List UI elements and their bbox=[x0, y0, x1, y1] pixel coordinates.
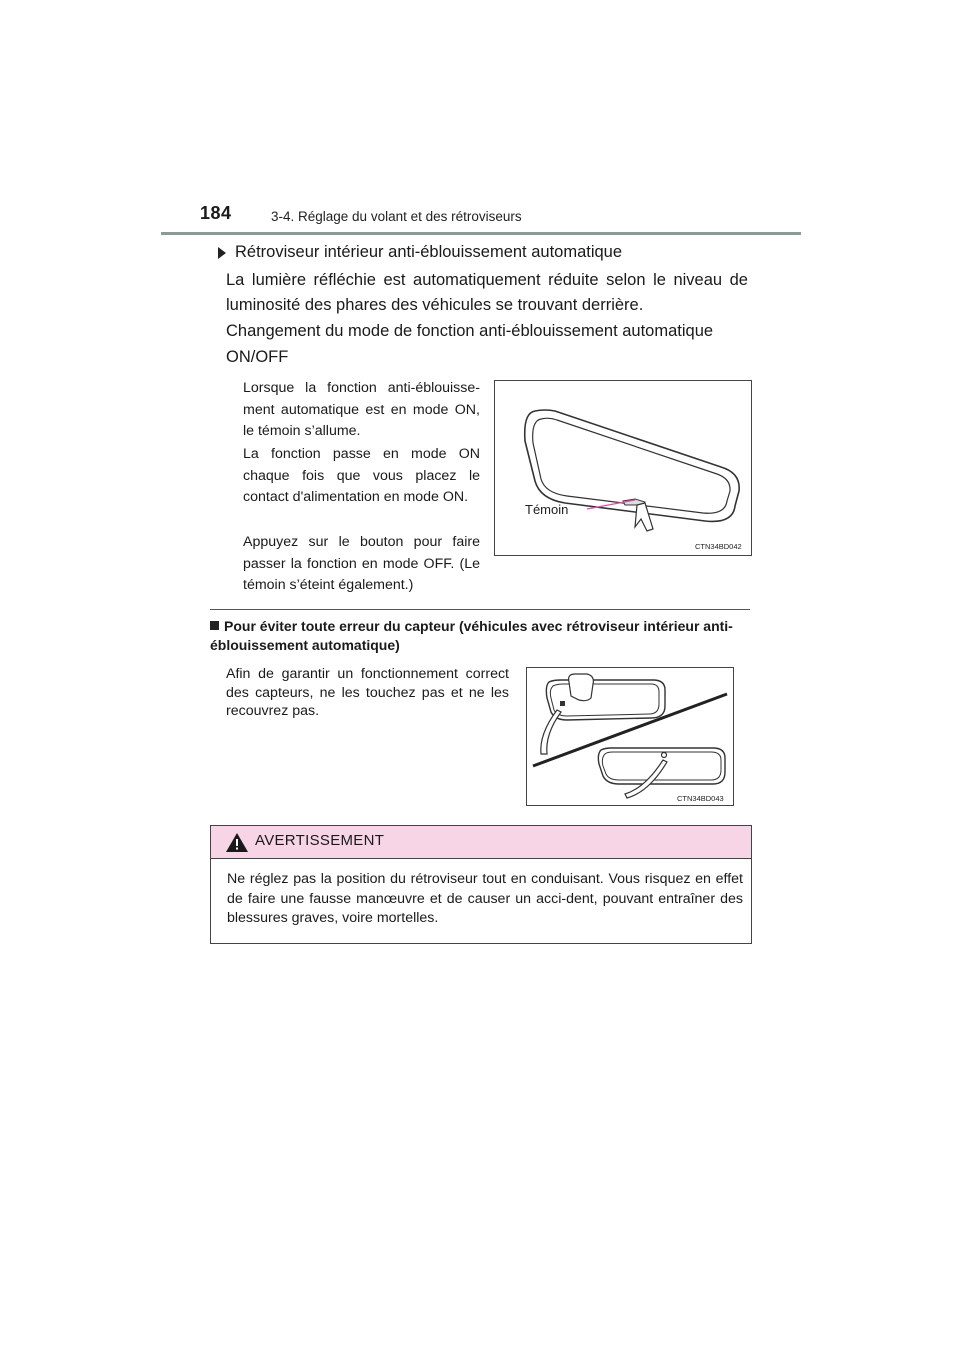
figure-sensor-locations bbox=[526, 667, 734, 806]
figure-mirror-indicator bbox=[494, 380, 752, 556]
figure-code-2: CTN34BD043 bbox=[677, 794, 724, 803]
square-bullet-icon bbox=[210, 621, 219, 630]
warning-box bbox=[210, 825, 752, 944]
warning-body: Ne réglez pas la position du rétroviseur tout en conduisant. Vous risquez en effet de faire une fausse manœuvre et de causer un acci-dent, pouvant entraîner des blessures graves, voire mortelles. bbox=[227, 871, 743, 926]
note-mode-off: Appuyez sur le bouton pour faire passer la fonction en mode OFF. (Le témoin s’éteint également.) bbox=[243, 534, 480, 593]
subsection-title: Pour éviter toute erreur du capteur (véhicules avec rétroviseur intérieur anti-éblouissement automatique) bbox=[210, 618, 733, 653]
warning-header bbox=[211, 826, 751, 859]
indicator-label: Témoin bbox=[525, 502, 569, 517]
figure-code: CTN34BD042 bbox=[695, 542, 742, 551]
mirror-illustration bbox=[495, 381, 751, 555]
paragraph-intro: La lumière réfléchie est automatiquement réduite selon le niveau de luminosité des phares des véhicules se trouvant derrière. bbox=[226, 271, 748, 314]
section-title: 3-4. Réglage du volant et des rétroviseurs bbox=[271, 209, 522, 224]
subhead bbox=[218, 243, 622, 262]
triangle-bullet-icon bbox=[218, 247, 226, 259]
page-number: 184 bbox=[200, 203, 232, 223]
note-indicator-on: Lorsque la fonction anti-éblouisse-ment automatique est en mode ON, le témoin s’allume. bbox=[243, 380, 480, 439]
paragraph-sensor: Afin de garantir un fonctionnement correct des capteurs, ne les touchez pas et ne les recouvrez pas. bbox=[226, 666, 509, 719]
warning-icon bbox=[225, 832, 249, 853]
note-mode-on: La fonction passe en mode ON chaque fois que vous placez le contact d'alimentation en mode ON. bbox=[243, 446, 480, 505]
warning-title: AVERTISSEMENT bbox=[255, 832, 385, 849]
header-rule bbox=[161, 232, 801, 235]
paragraph-mode-change: Changement du mode de fonction anti-éblouissement automatique bbox=[226, 322, 714, 340]
paragraph-on-off: ON/OFF bbox=[226, 348, 289, 366]
section-divider bbox=[210, 609, 750, 610]
subhead-text: Rétroviseur intérieur anti-éblouissement automatique bbox=[235, 243, 623, 261]
subsection-heading bbox=[210, 617, 750, 655]
sensor-illustration bbox=[527, 668, 733, 805]
